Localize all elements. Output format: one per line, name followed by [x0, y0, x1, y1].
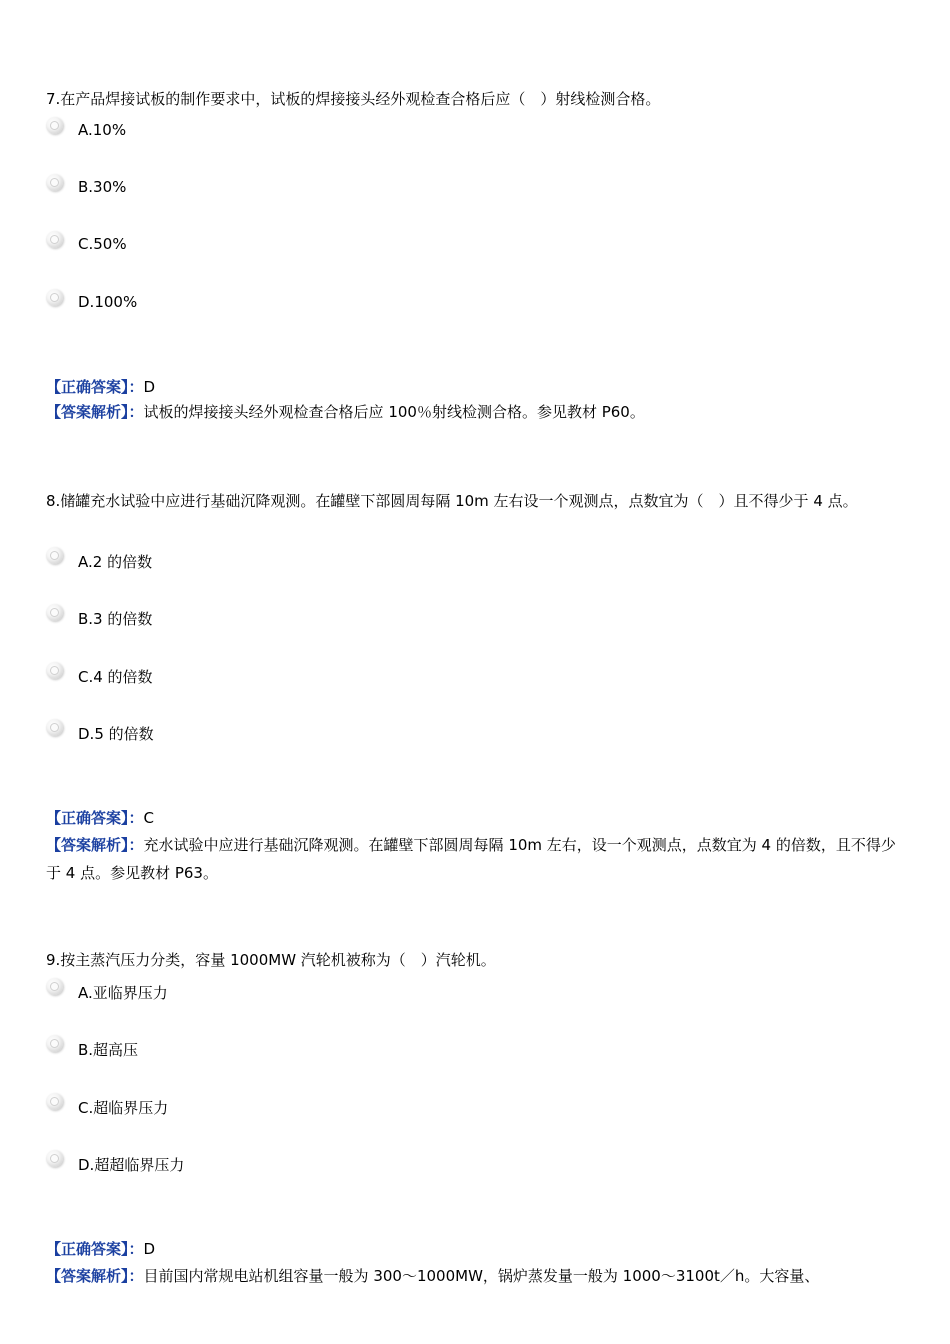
option-label: D.100%: [78, 293, 138, 311]
option-label: A.2 的倍数: [78, 553, 153, 571]
option-label: A.亚临界压力: [78, 984, 168, 1002]
answer-tag: 【正确答案】：: [46, 809, 144, 827]
radio-icon[interactable]: [46, 117, 63, 134]
radio-icon[interactable]: [46, 231, 63, 248]
option-label: D.超超临界压力: [78, 1156, 185, 1174]
answer-tag: 【正确答案】：: [46, 1240, 144, 1258]
radio-icon[interactable]: [46, 289, 63, 306]
answer-tag: 【正确答案】：: [46, 378, 144, 396]
radio-icon[interactable]: [46, 662, 63, 679]
radio-icon[interactable]: [46, 978, 63, 995]
analysis-9: [46, 1262, 904, 1290]
radio-icon[interactable]: [46, 1093, 63, 1110]
option-label: B.超高压: [78, 1041, 139, 1059]
option-label: B.3 的倍数: [78, 610, 153, 628]
radio-icon[interactable]: [46, 604, 63, 621]
radio-icon[interactable]: [46, 1035, 63, 1052]
analysis-text: 充水试验中应进行基础沉降观测。在罐壁下部圆周每隔 10m 左右，设一个观测点，点数宜为 4 的倍数，且不得少于 4 点。参见教材 P63。: [46, 836, 896, 882]
option-label: A.10%: [78, 121, 127, 139]
answer-7: [46, 376, 155, 397]
analysis-tag: 【答案解析】：: [46, 1267, 144, 1285]
analysis-text: 目前国内常规电站机组容量一般为 300～1000MW，锅炉蒸发量一般为 1000～3100t／h。大容量、: [143, 1267, 820, 1285]
answer-value: D: [143, 1240, 156, 1258]
radio-icon[interactable]: [46, 1150, 63, 1167]
radio-icon[interactable]: [46, 547, 63, 564]
option-label: C.超临界压力: [78, 1099, 169, 1117]
answer-8: [46, 807, 154, 828]
analysis-text: 试板的焊接接头经外观检查合格后应 100％射线检测合格。参见教材 P60。: [143, 403, 645, 421]
option-label: D.5 的倍数: [78, 725, 154, 743]
answer-9: [46, 1238, 155, 1259]
option-label: C.50%: [78, 235, 127, 253]
analysis-8: [46, 831, 904, 887]
answer-value: D: [143, 378, 156, 396]
analysis-tag: 【答案解析】：: [46, 836, 144, 854]
question-9-text: 9.按主蒸汽压力分类，容量 1000MW 汽轮机被称为（ ）汽轮机。: [46, 951, 496, 969]
option-label: B.30%: [78, 178, 127, 196]
question-7-text: 7.在产品焊接试板的制作要求中，试板的焊接接头经外观检查合格后应（ ）射线检测合格。: [46, 90, 661, 108]
option-label: C.4 的倍数: [78, 668, 153, 686]
radio-icon[interactable]: [46, 719, 63, 736]
radio-icon[interactable]: [46, 174, 63, 191]
analysis-tag: 【答案解析】：: [46, 403, 144, 421]
question-8-text: 8.储罐充水试验中应进行基础沉降观测。在罐壁下部圆周每隔 10m 左右设一个观测点，点数宜为（ ）且不得少于 4 点。: [46, 492, 858, 510]
answer-value: C: [143, 809, 155, 827]
analysis-7: [46, 398, 904, 426]
